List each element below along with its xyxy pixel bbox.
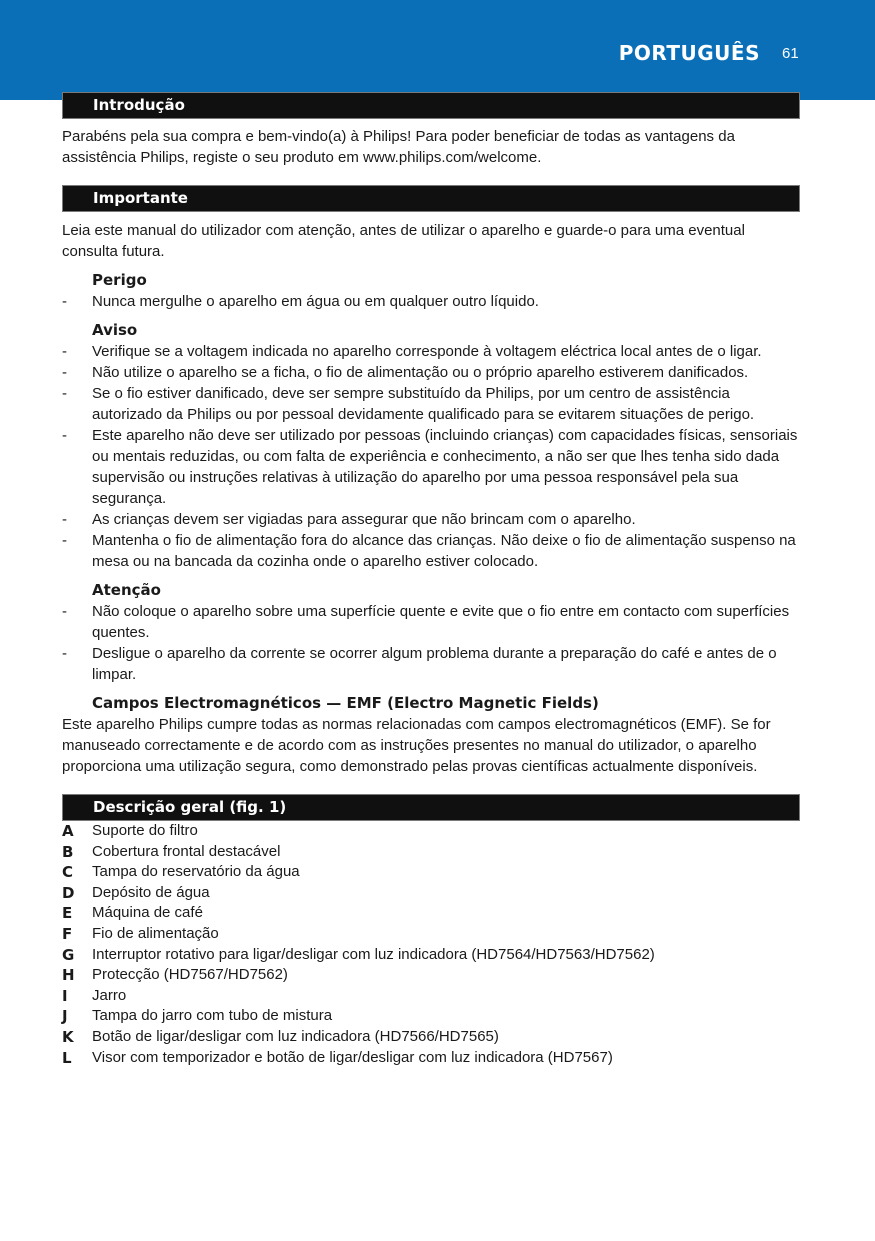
intro-text: Parabéns pela sua compra e bem-vindo(a) à Philips! Para poder beneficiar de todas as vantagens da assistência Philips, registe o seu produto em www.philips.com/welcome. [62, 128, 735, 166]
list-item: - Este aparelho não deve ser utilizado por pessoas (incluindo crianças) com capacidades físicas, sensoriais ou mentais reduzidas, ou com falta de experiência e conhecimento, a não ser que lhes tenha sido dada supervisão ou instruções relativas à utilização do aparelho por uma pessoa responsável pela sua segurança. [62, 427, 798, 507]
parts-list-item: D Depósito de água [62, 883, 210, 902]
list-item: - Se o fio estiver danificado, deve ser sempre substituído da Philips, por um centro de assistência autorizado da Philips ou por pessoal devidamente qualificado para se evitarem situações de perigo. [62, 385, 755, 423]
parts-list-item: K Botão de ligar/desligar com luz indicadora (HD7566/HD7565) [62, 1027, 499, 1046]
parts-list-item: C Tampa do reservatório da água [62, 863, 300, 882]
important-text: Leia este manual do utilizador com atenção, antes de utilizar o aparelho e guarde-o para uma eventual consulta futura. [62, 222, 745, 260]
list-item: - Mantenha o fio de alimentação fora do alcance das crianças. Não deixe o fio de alimentação suspenso na mesa ou na bancada da cozinha onde o aparelho estiver colocado. [62, 532, 796, 570]
section-heading-important: Importante [62, 185, 800, 212]
parts-list [62, 821, 800, 1068]
parts-list-item: A Suporte do filtro [62, 822, 198, 840]
list-item: - Nunca mergulhe o aparelho em água ou em qualquer outro líquido. [62, 293, 539, 310]
list-item: - Não coloque o aparelho sobre uma superfície quente e evite que o fio entre em contacto com superfícies quentes. [62, 603, 790, 641]
danger-list [62, 291, 800, 312]
section-heading-overview: Descrição geral (fig. 1) [62, 794, 800, 821]
page-content [62, 92, 800, 1068]
list-item: - Verifique se a voltagem indicada no aparelho corresponde à voltagem eléctrica local antes de o ligar. [62, 343, 762, 360]
warning-heading: Aviso [92, 321, 138, 339]
emf-text: Este aparelho Philips cumpre todas as normas relacionadas com campos electromagnéticos (EMF). Se for manuseado correctamente e de acordo com as instruções presentes no manual do utilizador, o aparelho proporciona uma utilização segura, como demonstrado pelas provas científicas actualmente disponíveis. [62, 716, 771, 775]
page-number: 61 [782, 45, 799, 62]
list-item: - Não utilize o aparelho se a ficha, o fio de alimentação ou o próprio aparelho estiverem danificados. [62, 364, 749, 381]
warning-list [62, 341, 800, 572]
caution-heading: Atenção [92, 581, 161, 599]
parts-list-item: E Máquina de café [62, 904, 203, 923]
danger-heading: Perigo [92, 271, 147, 289]
parts-list-item: F Fio de alimentação [62, 924, 219, 943]
emf-heading: Campos Electromagnéticos — EMF (Electro Magnetic Fields) [92, 694, 599, 712]
list-item: - Desligue o aparelho da corrente se ocorrer algum problema durante a preparação do café e antes de o limpar. [62, 645, 777, 683]
section-heading-intro: Introdução [62, 92, 800, 119]
list-item: - As crianças devem ser vigiadas para assegurar que não brincam com o aparelho. [62, 511, 636, 528]
parts-list-item: J Tampa do jarro com tubo de mistura [62, 1007, 333, 1026]
parts-list-item: H Protecção (HD7567/HD7562) [62, 966, 288, 985]
parts-list-item: L Visor com temporizador e botão de ligar/desligar com luz indicadora (HD7567) [62, 1048, 613, 1067]
language-label: PORTUGUÊS [618, 41, 760, 65]
caution-list [62, 601, 800, 685]
parts-list-item: I Jarro [62, 986, 127, 1005]
header-bar [0, 0, 875, 100]
parts-list-item: B Cobertura frontal destacável [62, 842, 281, 861]
parts-list-item: G Interruptor rotativo para ligar/desligar com luz indicadora (HD7564/HD7563/HD7562) [62, 945, 655, 964]
